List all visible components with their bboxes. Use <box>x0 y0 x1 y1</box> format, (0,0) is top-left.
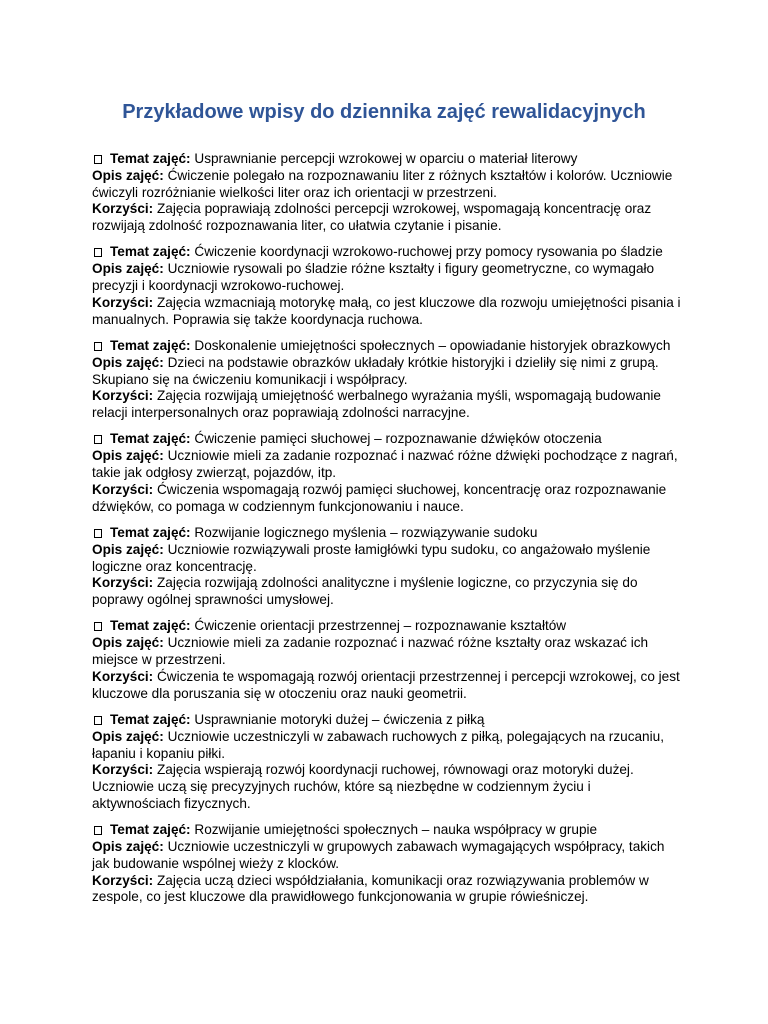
benefits-text: Zajęcia rozwijają zdolności analityczne i myślenie logiczne, co przyczynia się do poprawy ogólnej sprawności umysłowej. <box>92 575 638 608</box>
topic-label: Temat zajęć: <box>110 151 191 166</box>
benefits-text: Zajęcia wzmacniają motorykę małą, co jest kluczowe dla rozwoju umiejętności pisania i manualnych. Poprawia się także koordynacja ruchowa. <box>92 294 681 327</box>
description-label: Opis zajęć: <box>92 635 164 651</box>
entry-topic-line <box>92 618 682 635</box>
entry <box>92 244 682 328</box>
benefits-label: Korzyści: <box>92 575 154 591</box>
entry-topic-line <box>92 822 682 839</box>
description-text: Ćwiczenie polegało na rozpoznawaniu liter z różnych kształtów i kolorów. Uczniowie ćwiczyli rozróżnianie wielkości liter oraz ich orientacji w przestrzeni. <box>92 167 673 200</box>
checkbox-icon <box>94 435 102 444</box>
topic-label: Temat zajęć: <box>110 244 191 260</box>
entry-topic-line <box>92 431 682 448</box>
benefits-label: Korzyści: <box>92 481 154 497</box>
entry <box>92 338 682 422</box>
entry-benefits-line <box>92 762 682 812</box>
checkbox-icon <box>94 622 102 631</box>
entry <box>92 712 682 813</box>
topic-text: Rozwijanie umiejętności społecznych – nauka współpracy w grupie <box>194 822 598 838</box>
entry <box>92 525 682 609</box>
entry-benefits-line <box>92 295 682 329</box>
entry-description-line <box>92 542 682 576</box>
entry-description-line <box>92 729 682 763</box>
entry-benefits-line <box>92 388 682 422</box>
entry-description-line <box>92 168 682 202</box>
description-text: Uczniowie mieli za zadanie rozpoznać i nazwać różne kształty oraz wskazać ich miejsce w przestrzeni. <box>92 635 649 668</box>
description-label: Opis zajęć: <box>92 541 164 557</box>
topic-text: Ćwiczenie pamięci słuchowej – rozpoznawanie dźwięków otoczenia <box>194 431 602 447</box>
entry <box>92 618 682 702</box>
topic-label: Temat zajęć: <box>110 337 191 353</box>
entry-topic-line <box>92 244 682 261</box>
entry <box>92 151 682 235</box>
entry-benefits-line <box>92 482 682 516</box>
entry-topic-line <box>92 151 682 168</box>
description-label: Opis zajęć: <box>92 838 164 854</box>
entry-topic-line <box>92 525 682 542</box>
entry-description-line <box>92 448 682 482</box>
checkbox-icon <box>94 342 102 351</box>
checkbox-icon <box>94 826 102 835</box>
benefits-text: Ćwiczenia te wspomagają rozwój orientacji przestrzennej i percepcji wzrokowej, co jest kluczowe dla poruszania się w otoczeniu oraz nauki geometrii. <box>92 668 680 701</box>
benefits-text: Zajęcia wspierają rozwój koordynacji ruchowej, równowagi oraz motoryki dużej. Uczniowie uczą się precyzyjnych ruchów, które są niezbędne w codziennym życiu i aktywnościach fizycznych. <box>92 762 634 811</box>
description-label: Opis zajęć: <box>92 448 164 464</box>
benefits-text: Zajęcia uczą dzieci współdziałania, komunikacji oraz rozwiązywania problemów w zespole, co jest kluczowe dla prawidłowego funkcjonowania w grupie rówieśniczej. <box>92 872 649 905</box>
topic-text: Rozwijanie logicznego myślenia – rozwiązywanie sudoku <box>194 524 538 540</box>
description-label: Opis zajęć: <box>92 261 164 277</box>
entry-benefits-line <box>92 669 682 703</box>
topic-label: Temat zajęć: <box>110 618 191 634</box>
checkbox-icon <box>94 529 102 538</box>
benefits-label: Korzyści: <box>92 201 154 217</box>
entry <box>92 822 682 906</box>
description-text: Uczniowie uczestniczyli w zabawach ruchowych z piłką, polegających na rzucaniu, łapaniu i kopaniu piłki. <box>92 728 664 761</box>
entry-topic-line <box>92 338 682 355</box>
entries-list <box>92 151 682 916</box>
checkbox-icon <box>94 248 102 257</box>
entry-description-line <box>92 261 682 295</box>
checkbox-icon <box>94 716 102 725</box>
description-text: Uczniowie rysowali po śladzie różne kształty i figury geometryczne, co wymagało precyzji i koordynacji wzrokowo-ruchowej. <box>92 261 655 294</box>
benefits-label: Korzyści: <box>92 872 154 888</box>
entry-description-line <box>92 635 682 669</box>
benefits-label: Korzyści: <box>92 388 154 404</box>
benefits-label: Korzyści: <box>92 668 154 684</box>
entry-benefits-line <box>92 873 682 907</box>
entry-benefits-line <box>92 575 682 609</box>
topic-label: Temat zajęć: <box>110 524 191 540</box>
description-text: Uczniowie mieli za zadanie rozpoznać i nazwać różne dźwięki pochodzące z nagrań, takie jak odgłosy zwierząt, pojazdów, itp. <box>92 448 678 481</box>
topic-text: Doskonalenie umiejętności społecznych – opowiadanie historyjek obrazkowych <box>194 337 671 353</box>
entry-topic-line <box>92 712 682 729</box>
description-label: Opis zajęć: <box>92 354 164 370</box>
topic-text: Ćwiczenie orientacji przestrzennej – rozpoznawanie kształtów <box>194 618 567 634</box>
topic-text: Usprawnianie motoryki dużej – ćwiczenia z piłką <box>194 711 485 727</box>
checkbox-icon <box>94 155 102 164</box>
benefits-text: Ćwiczenia wspomagają rozwój pamięci słuchowej, koncentrację oraz rozpoznawanie dźwięków, co pomaga w codziennym funkcjonowaniu i nauce. <box>92 481 667 514</box>
benefits-text: Zajęcia poprawiają zdolności percepcji wzrokowej, wspomagają koncentrację oraz rozwijają zdolność rozpoznawania liter, co ułatwia czytanie i pisanie. <box>92 201 652 234</box>
entry <box>92 431 682 515</box>
entry-description-line <box>92 355 682 389</box>
description-label: Opis zajęć: <box>92 167 164 183</box>
topic-text: Ćwiczenie koordynacji wzrokowo-ruchowej przy pomocy rysowania po śladzie <box>194 244 663 260</box>
benefits-label: Korzyści: <box>92 762 154 778</box>
description-text: Dzieci na podstawie obrazków układały krótkie historyjki i dzieliły się nimi z grupą. Skupiano się na ćwiczeniu komunikacji i współpracy. <box>92 354 659 387</box>
description-text: Uczniowie uczestniczyli w grupowych zabawach wymagających współpracy, takich jak budowanie wspólnej wieży z klocków. <box>92 838 665 871</box>
benefits-text: Zajęcia rozwijają umiejętność werbalnego wyrażania myśli, wspomagają budowanie relacji interpersonalnych oraz poprawiają zdolności narracyjne. <box>92 388 661 421</box>
topic-label: Temat zajęć: <box>110 431 191 447</box>
description-text: Uczniowie rozwiązywali proste łamigłówki typu sudoku, co angażowało myślenie logiczne oraz koncentrację. <box>92 541 651 574</box>
topic-label: Temat zajęć: <box>110 822 191 838</box>
benefits-label: Korzyści: <box>92 294 154 310</box>
entry-description-line <box>92 839 682 873</box>
description-label: Opis zajęć: <box>92 728 164 744</box>
document-title: Przykładowe wpisy do dziennika zajęć rewalidacyjnych <box>122 101 646 123</box>
entry-benefits-line <box>92 201 682 235</box>
topic-text: Usprawnianie percepcji wzrokowej w oparciu o materiał literowy <box>194 151 578 166</box>
topic-label: Temat zajęć: <box>110 711 191 727</box>
